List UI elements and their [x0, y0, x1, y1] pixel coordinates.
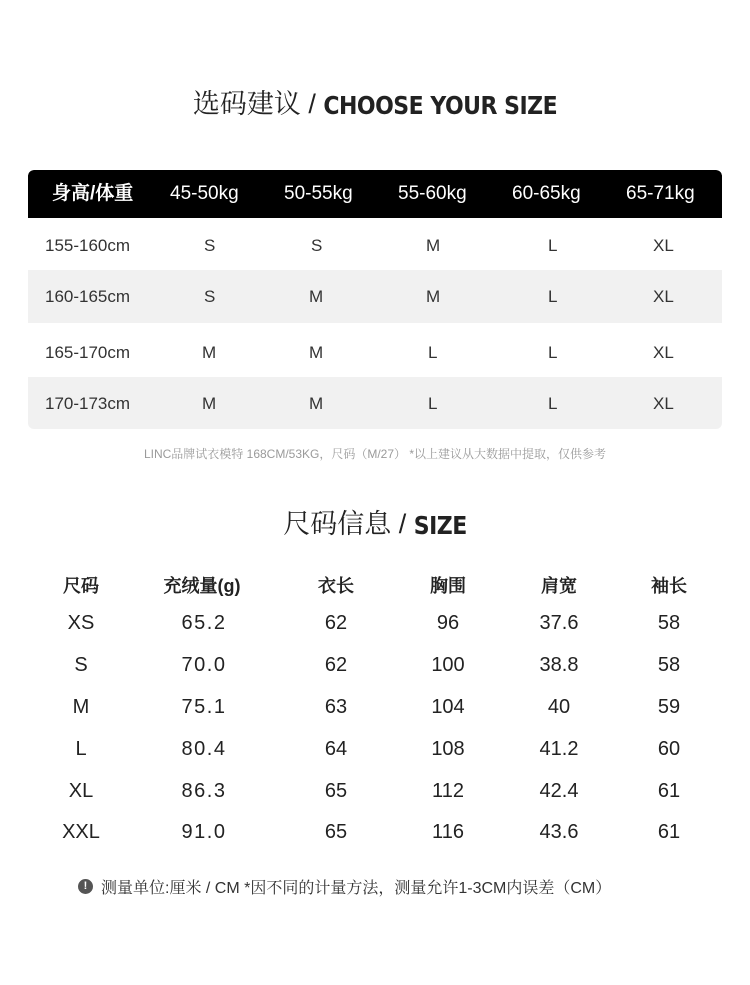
size-cell: M	[72, 696, 90, 718]
weight-header: 50-55kg	[284, 183, 353, 204]
size-cell: M	[426, 236, 441, 255]
shoulder-cell: 41.2	[539, 738, 579, 760]
length-cell: 62	[324, 612, 348, 634]
height-cell: 170-173cm	[45, 394, 131, 413]
header-bust: 胸围	[430, 576, 466, 596]
shoulder-cell: 42.4	[539, 780, 579, 802]
recommend-title-en: CHOOSE YOUR SIZE	[323, 92, 558, 121]
header-shoulder: 肩宽	[541, 576, 577, 596]
down-fill-cell: 65.2	[181, 612, 227, 634]
shoulder-cell: 40	[547, 696, 571, 718]
weight-header: 55-60kg	[398, 183, 467, 204]
bust-cell: 112	[432, 780, 464, 802]
down-fill-cell: 70.0	[181, 654, 227, 676]
shoulder-cell: 37.6	[539, 612, 579, 634]
length-cell: 65	[324, 780, 348, 802]
size-cell: M	[202, 343, 217, 362]
sleeve-cell: 61	[657, 821, 681, 843]
size-cell: M	[426, 287, 441, 306]
sleeve-cell: 58	[657, 654, 681, 676]
size-recommendation-table	[28, 170, 722, 429]
size-cell: L	[75, 738, 87, 760]
exclamation-icon: !	[78, 879, 93, 894]
recommend-header-row	[28, 170, 722, 218]
bust-cell: 108	[431, 738, 465, 760]
down-fill-cell: 91.0	[181, 821, 227, 843]
size-info-title-en: SIZE	[413, 512, 467, 541]
height-cell: 160-165cm	[45, 287, 131, 306]
shoulder-cell: 38.8	[539, 654, 579, 676]
size-cell: L	[548, 287, 558, 306]
size-cell: M	[202, 394, 217, 413]
height-cell: 155-160cm	[45, 236, 131, 255]
bust-cell: 100	[431, 654, 465, 676]
header-size: 尺码	[63, 576, 99, 596]
size-cell: XL	[653, 236, 674, 255]
down-fill-cell: 86.3	[181, 780, 227, 802]
height-weight-label: 身高/体重	[52, 183, 134, 204]
table-row	[28, 323, 722, 377]
size-info-title	[0, 502, 750, 541]
size-cell: L	[548, 343, 558, 362]
size-cell: L	[548, 394, 558, 413]
measurement-note-text: 测量单位:厘米 / CM *因不同的计量方法，测量允许1-3CM内误差（CM）	[101, 880, 612, 897]
sleeve-cell: 60	[657, 738, 681, 760]
size-info-title-cn: 尺码信息 /	[283, 509, 414, 539]
size-cell: L	[548, 236, 558, 255]
size-cell: M	[309, 394, 324, 413]
size-cell: XL	[653, 287, 674, 306]
down-fill-cell: 75.1	[181, 696, 227, 718]
measurement-note	[78, 875, 611, 898]
sleeve-cell: 58	[657, 612, 681, 634]
size-cell: XXL	[62, 821, 100, 843]
sleeve-cell: 61	[657, 780, 681, 802]
size-cell: XL	[653, 343, 674, 362]
size-cell: XS	[67, 612, 95, 634]
shoulder-cell: 43.6	[539, 821, 579, 843]
sleeve-cell: 59	[657, 696, 681, 718]
size-cell: L	[428, 394, 438, 413]
length-cell: 63	[324, 696, 348, 718]
bust-cell: 104	[431, 696, 465, 718]
header-sleeve: 袖长	[651, 576, 687, 596]
table-row	[28, 377, 722, 429]
model-fit-note: LINC品牌试衣模特 168CM/53KG，尺码（M/27） *以上建议从大数据中提取，仅供参考	[143, 447, 607, 461]
bust-cell: 116	[432, 821, 464, 843]
size-cell: M	[309, 343, 324, 362]
length-cell: 62	[324, 654, 348, 676]
length-cell: 64	[324, 738, 348, 760]
size-cell: S	[204, 287, 216, 306]
size-cell: XL	[653, 394, 674, 413]
size-cell: XL	[68, 780, 94, 802]
table-row	[28, 218, 722, 270]
size-cell: L	[428, 343, 438, 362]
weight-header: 45-50kg	[170, 183, 239, 204]
down-fill-cell: 80.4	[181, 738, 227, 760]
header-length: 衣长	[318, 576, 354, 596]
size-cell: S	[204, 236, 216, 255]
table-row	[28, 270, 722, 323]
size-cell: M	[309, 287, 324, 306]
recommend-title-cn: 选码建议 /	[192, 89, 324, 119]
size-cell: S	[74, 654, 88, 676]
bust-cell: 96	[436, 612, 460, 634]
header-down-fill: 充绒量(g)	[163, 576, 241, 596]
height-cell: 165-170cm	[45, 343, 131, 362]
weight-header: 65-71kg	[626, 183, 695, 204]
recommend-title	[0, 82, 750, 121]
size-cell: S	[311, 236, 323, 255]
weight-header: 60-65kg	[512, 183, 581, 204]
length-cell: 65	[324, 821, 348, 843]
